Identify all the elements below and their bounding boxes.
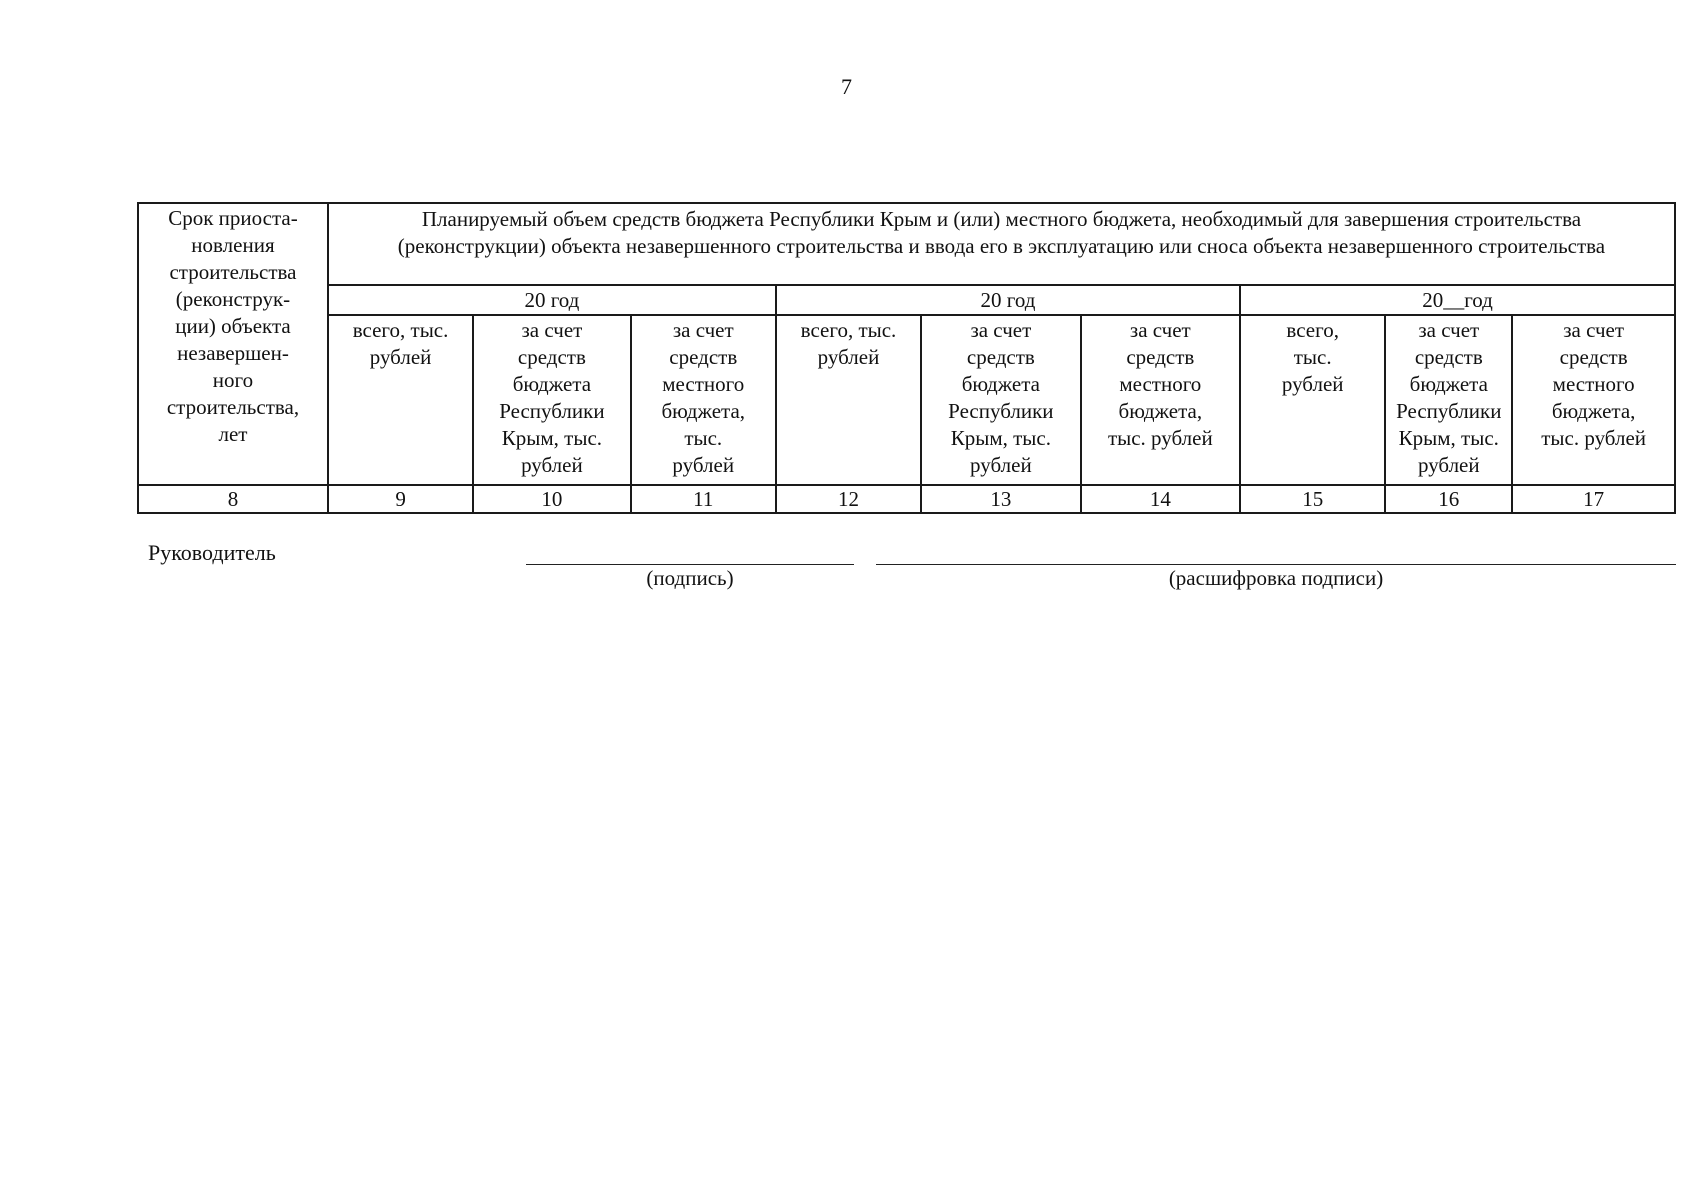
subheader-crimea-1: за счет средств бюджета Республики Крым, тыс. рублей (473, 315, 630, 485)
column-number-10: 10 (473, 485, 630, 513)
column-number-14: 14 (1081, 485, 1240, 513)
column-number-9: 9 (328, 485, 473, 513)
first-col-header: Срок приоста- новления строительства (реконструк- ции) объекта незавершен- ного строительства, лет (138, 203, 328, 485)
page-number: 7 (841, 74, 852, 99)
subheader-local-2: за счет средств местного бюджета, тыс. рублей (1081, 315, 1240, 485)
signature-line (526, 564, 854, 565)
header-row-subheaders (138, 315, 1675, 485)
column-number-17: 17 (1512, 485, 1675, 513)
signature-title: Руководитель (148, 540, 276, 565)
header-row-years (138, 285, 1675, 315)
column-number-8: 8 (138, 485, 328, 513)
column-number-16: 16 (1385, 485, 1512, 513)
column-number-11: 11 (631, 485, 776, 513)
column-number-13: 13 (921, 485, 1080, 513)
column-number-12: 12 (776, 485, 921, 513)
subheader-crimea-3: за счет средств бюджета Республики Крым, тыс. рублей (1385, 315, 1512, 485)
subheader-total-2: всего, тыс. рублей (776, 315, 921, 485)
signature-caption: (подпись) (646, 566, 734, 590)
main-header: Планируемый объем средств бюджета Республики Крым и (или) местного бюджета, необходимый для завершения строительства (реконструкции) объекта незавершенного строительства и ввода его в эксплуатацию или сноса объекта незавершенного строительства (328, 203, 1675, 285)
column-number-row (138, 485, 1675, 513)
subheader-crimea-2: за счет средств бюджета Республики Крым, тыс. рублей (921, 315, 1080, 485)
year-header-1: 20 год (328, 285, 776, 315)
signature-decode-caption: (расшифровка подписи) (1168, 566, 1384, 590)
column-number-15: 15 (1240, 485, 1385, 513)
header-row-1 (138, 203, 1675, 285)
subheader-local-3: за счет средств местного бюджета, тыс. рублей (1512, 315, 1675, 485)
subheader-total-3: всего, тыс. рублей (1240, 315, 1385, 485)
signature-decode-line (876, 564, 1676, 565)
year-header-3: 20__год (1240, 285, 1675, 315)
budget-table (137, 202, 1676, 514)
year-header-2: 20 год (776, 285, 1240, 315)
subheader-total-1: всего, тыс. рублей (328, 315, 473, 485)
subheader-local-1: за счет средств местного бюджета, тыс. рублей (631, 315, 776, 485)
